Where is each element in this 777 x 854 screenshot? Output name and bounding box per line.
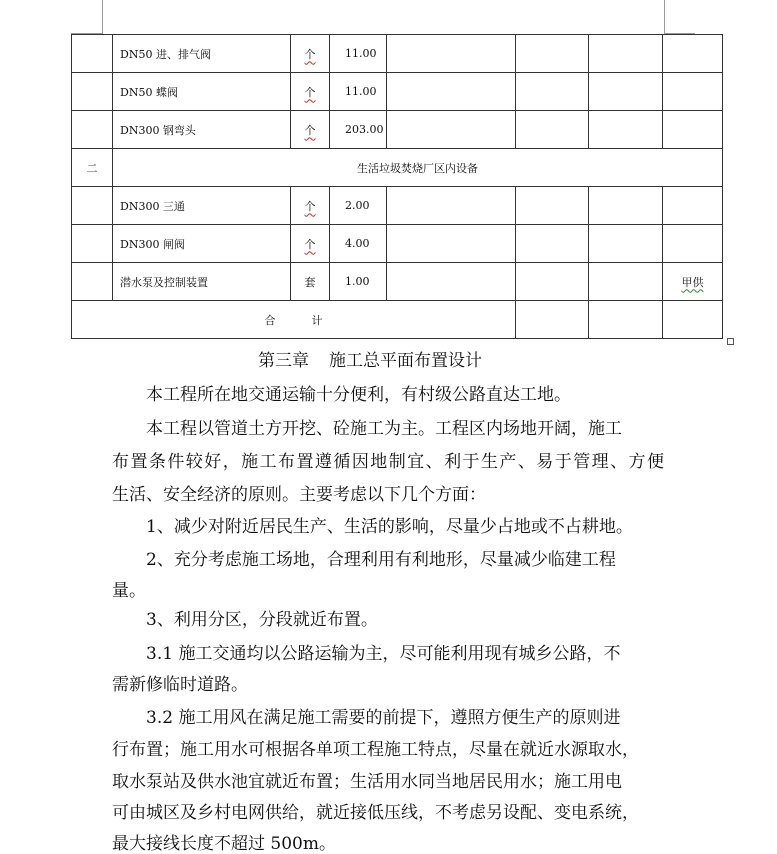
section-index: 二 [72, 149, 113, 187]
item-unit: 个 [304, 237, 316, 251]
table-row [72, 225, 723, 263]
chapter-heading [258, 346, 482, 371]
item-unit: 个 [304, 47, 316, 61]
item-unit: 个 [304, 199, 316, 213]
paragraph-line: 量。 [112, 581, 146, 601]
item-qty: 2.00 [330, 187, 387, 225]
table-row [72, 73, 723, 111]
item-unit: 个 [304, 123, 316, 137]
item-name: DN300 三通 [113, 187, 291, 225]
paragraph-line: 3、利用分区，分段就近布置。 [146, 610, 378, 630]
chapter-title: 施工总平面布置设计 [329, 351, 482, 371]
item-qty: 11.00 [330, 73, 387, 111]
paragraph-line: 本工程以管道土方开挖、砼施工为主。工程区内场地开阔，施工 [146, 419, 622, 439]
table-resize-handle[interactable] [727, 338, 734, 345]
paragraph-line: 3.1 施工交通均以公路运输为主，尽可能利用现有城乡公路，不 [146, 644, 621, 664]
paragraph-line: 本工程所在地交通运输十分便利，有村级公路直达工地。 [146, 385, 571, 405]
item-qty: 4.00 [330, 225, 387, 263]
paragraph-line: 最大接线长度不超过 500m。 [112, 834, 336, 854]
paragraph-line: 需新修临时道路。 [112, 675, 248, 695]
total-row [72, 301, 723, 339]
paragraph-line: 2、充分考虑施工场地，合理利用有利地形，尽量减少临建工程 [146, 550, 616, 570]
chapter-number: 第三章 [258, 351, 309, 371]
item-note [663, 111, 723, 149]
item-unit: 个 [304, 85, 316, 99]
table-row [72, 263, 723, 301]
paragraph-line: 1、减少对附近居民生产、生活的影响，尽量少占地或不占耕地。 [146, 517, 633, 537]
section-row [72, 149, 723, 187]
table-row [72, 187, 723, 225]
item-note: 甲供 [681, 275, 704, 289]
item-qty: 11.00 [330, 35, 387, 73]
equipment-table [71, 34, 723, 339]
paragraph-line: 布置条件较好，施工布置遵循因地制宜、利于生产、易于管理、方便 [112, 452, 664, 472]
paragraph-line: 3.2 施工用风在满足施工需要的前提下，遵照方便生产的原则进 [146, 708, 621, 728]
item-note [663, 35, 723, 73]
table-row [72, 111, 723, 149]
section-title: 生活垃圾焚烧厂区内设备 [113, 149, 723, 187]
paragraph-line: 可由城区及乡村电网供给，就近接低压线，不考虑另设配、变电系统， [112, 803, 639, 823]
item-note [663, 73, 723, 111]
paragraph-line: 取水泵站及供水池宜就近布置；生活用水同当地居民用水；施工用电 [112, 772, 622, 792]
item-note [663, 225, 723, 263]
item-qty: 203.00 [330, 111, 387, 149]
total-label: 合 计 [72, 301, 516, 339]
item-unit: 套 [291, 263, 330, 301]
crop-mark-top-right [664, 0, 665, 34]
crop-mark-top-left [102, 0, 103, 34]
item-qty: 1.00 [330, 263, 387, 301]
table-row [72, 35, 723, 73]
item-name: DN50 进、排气阀 [113, 35, 291, 73]
item-note [663, 187, 723, 225]
item-name: DN300 钢弯头 [113, 111, 291, 149]
paragraph-line: 行布置；施工用水可根据各单项工程施工特点，尽量在就近水源取水， [112, 740, 639, 760]
paragraph-line: 生活、安全经济的原则。主要考虑以下几个方面： [112, 485, 486, 505]
item-name: 潜水泵及控制装置 [113, 263, 291, 301]
index-cell [72, 35, 113, 73]
item-name: DN50 蝶阀 [113, 73, 291, 111]
item-name: DN300 闸阀 [113, 225, 291, 263]
